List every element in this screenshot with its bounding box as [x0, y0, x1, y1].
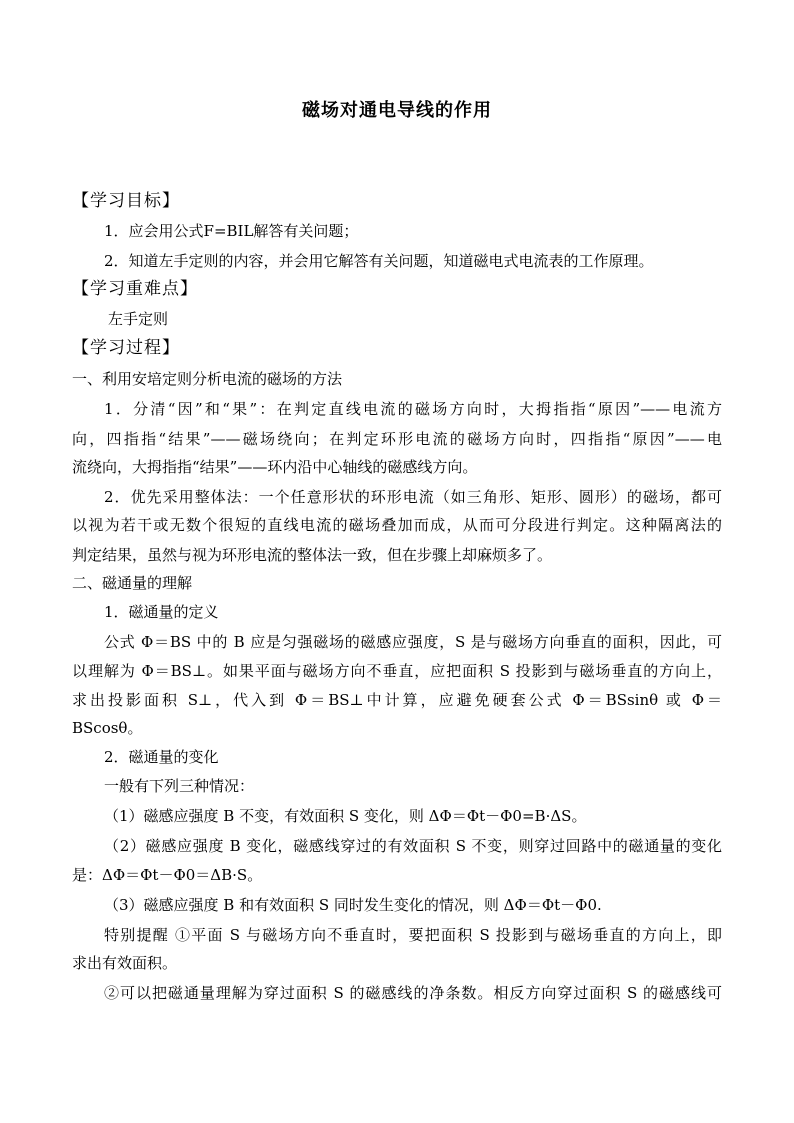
case-item: （2）磁感应强度 B 变化，磁感线穿过的有效面积 S 不变，则穿过回路中的磁通量的变化 [104, 837, 722, 855]
paragraph-line: 1．分清“因”和“果”：在判定直线电流的磁场方向时，大拇指指“原因”——电流方 [104, 400, 722, 418]
tip-line: 特别提醒 ①平面 S 与磁场方向不垂直时，要把面积 S 投影到与磁场垂直的方向上，即 [104, 926, 722, 944]
case-item: 是：ΔΦ＝Φt－Φ0＝ΔB·S。 [72, 866, 263, 884]
subsection-heading: 2．磁通量的变化 [104, 748, 219, 766]
paragraph-line: 以理解为 Φ＝BS⊥。如果平面与磁场方向不垂直，应把面积 S 投影到与磁场垂直的方向上， [72, 662, 722, 680]
document-title: 磁场对通电导线的作用 [302, 100, 492, 121]
process-heading: 【学习过程】 [72, 338, 180, 358]
paragraph-line: 公式 Φ＝BS 中的 B 应是匀强磁场的磁感应强度，S 是与磁场方向垂直的面积，因此，可 [104, 633, 722, 651]
objective-item: 1．应会用公式F=BIL解答有关问题； [104, 222, 359, 240]
objective-item: 2．知道左手定则的内容，并会用它解答有关问题，知道磁电式电流表的工作原理。 [104, 252, 654, 270]
paragraph-line: 流绕向，大拇指指“结果”——环内沿中心轴线的磁感线方向。 [72, 458, 478, 476]
key-point-text: 左手定则 [108, 310, 169, 328]
key-points-heading: 【学习重难点】 [72, 279, 198, 299]
part2-heading: 二、磁通量的理解 [72, 574, 193, 592]
tip-line: ②可以把磁通量理解为穿过面积 S 的磁感线的净条数。相反方向穿过面积 S 的磁感线可 [104, 984, 722, 1002]
paragraph-line: 判定结果，虽然与视为环形电流的整体法一致，但在步骤上却麻烦多了。 [72, 546, 553, 564]
paragraph-line: 一般有下列三种情况： [104, 777, 255, 795]
paragraph-line: 向，四指指“结果”——磁场绕向；在判定环形电流的磁场方向时，四指指“原因”——电 [72, 430, 722, 448]
tip-line: 求出有效面积。 [72, 954, 178, 972]
paragraph-line: 2．优先采用整体法：一个任意形状的环形电流（如三角形、矩形、圆形）的磁场，都可 [104, 488, 722, 506]
case-item: （3）磁感应强度 B 和有效面积 S 同时发生变化的情况，则 ΔΦ＝Φt－Φ0. [104, 896, 602, 914]
subsection-heading: 1．磁通量的定义 [104, 603, 219, 621]
objectives-heading: 【学习目标】 [72, 191, 180, 211]
paragraph-line: BScosθ。 [72, 719, 143, 737]
part1-heading: 一、利用安培定则分析电流的磁场的方法 [72, 370, 343, 388]
paragraph-line: 以视为若干或无数个很短的直线电流的磁场叠加而成，从而可分段进行判定。这种隔离法的 [72, 516, 722, 534]
case-item: （1）磁感应强度 B 不变，有效面积 S 变化，则 ΔΦ＝Φt－Φ0=B·ΔS。 [104, 807, 587, 825]
paragraph-line: 求出投影面积 S⊥，代入到 Φ＝BS⊥中计算，应避免硬套公式 Φ＝BSsinθ 或 Φ＝ [72, 691, 722, 709]
